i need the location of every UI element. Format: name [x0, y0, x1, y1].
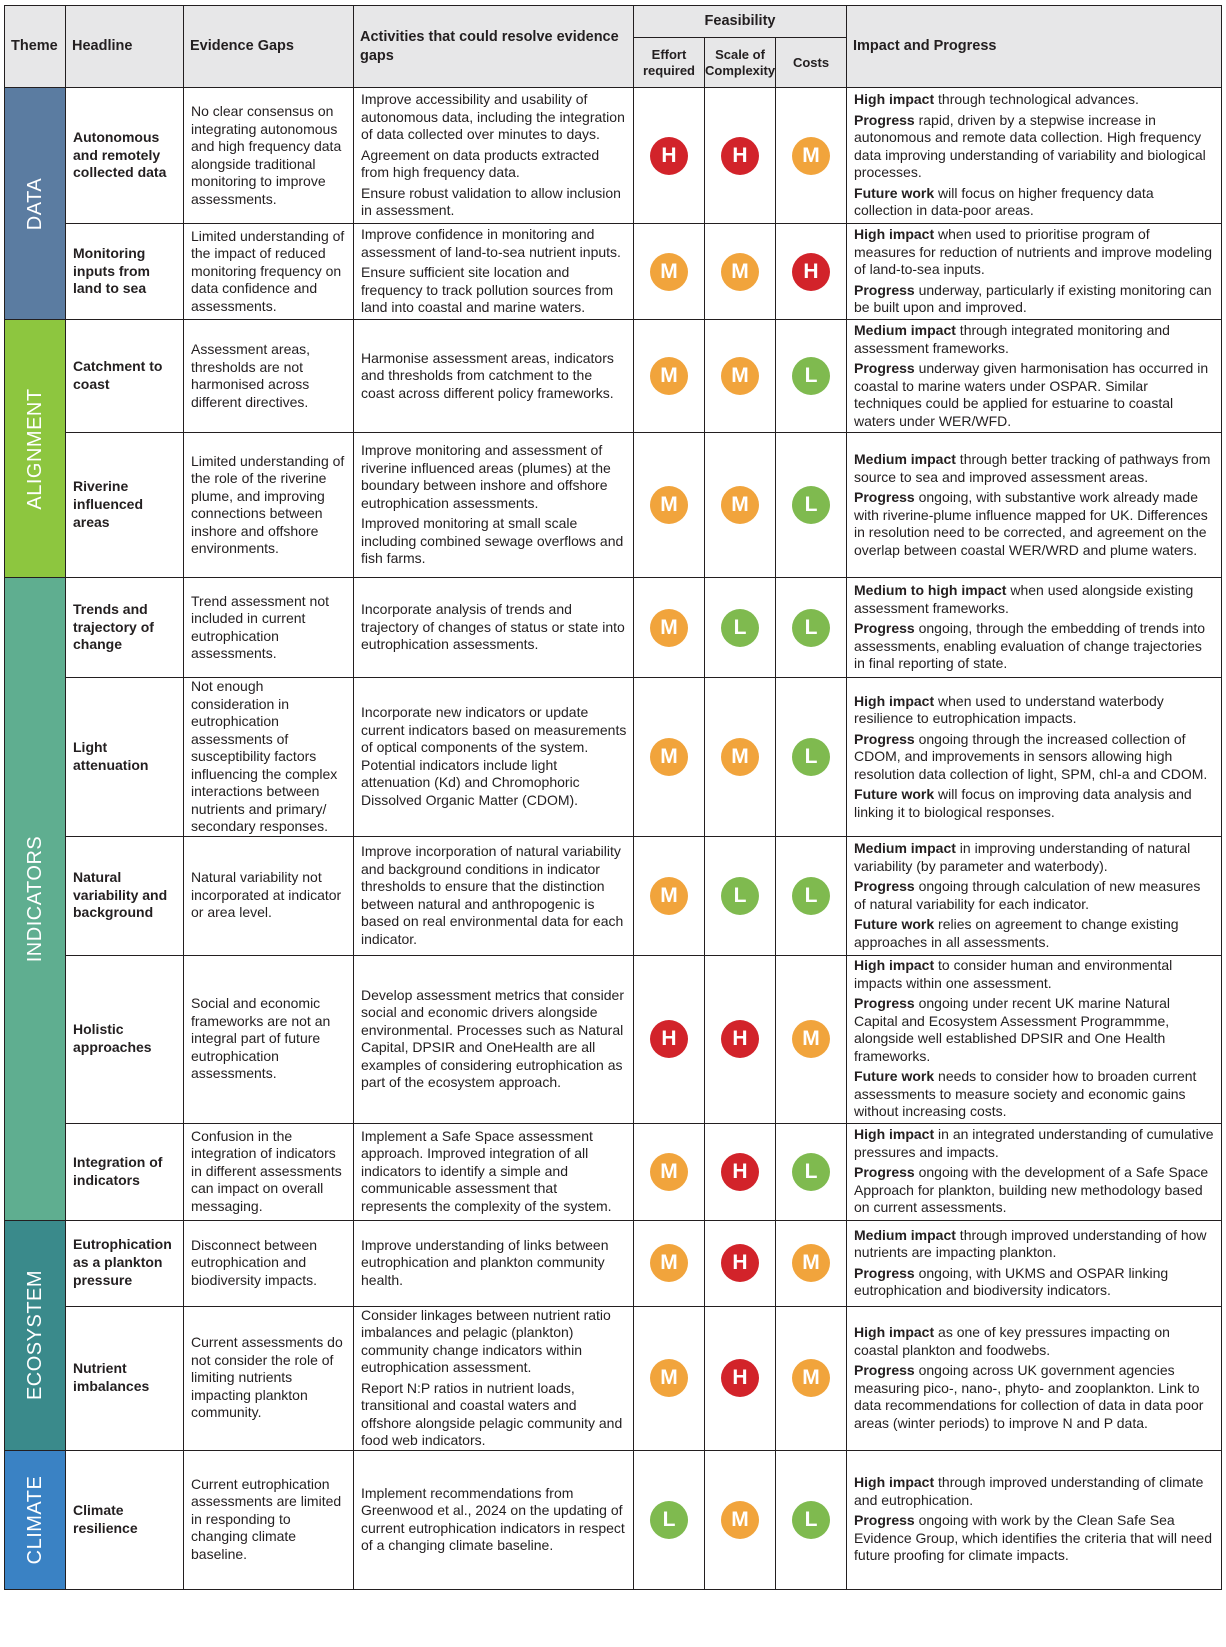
impact-item-text: relies on agreement to change existing approaches in all assessments. — [854, 916, 1179, 950]
impact-item-lead: High impact — [854, 1126, 935, 1143]
header-costs: Costs — [776, 38, 847, 88]
impact-item — [854, 731, 1215, 784]
scale-rating-badge: M — [721, 738, 759, 776]
impact-item-text: to consider human and environmental impacts within one assessment. — [854, 957, 1173, 991]
scale-rating-cell — [705, 836, 776, 955]
impact-item-text: through improved understanding of climate and eutrophication. — [854, 1474, 1204, 1508]
scale-rating-badge: H — [721, 1359, 759, 1397]
effort-rating-badge: M — [650, 1244, 688, 1282]
activity-item: Improve confidence in monitoring and assessment of land-to-sea nutrient inputs. — [361, 226, 621, 260]
evidence-gap-cell: Limited understanding of the impact of reduced monitoring frequency on data confidence and assessments. — [184, 224, 354, 320]
effort-rating-badge: M — [650, 1153, 688, 1191]
impact-item-text: ongoing with the development of a Safe Space Approach for plankton, building new methodology based on current assessments. — [854, 1164, 1209, 1216]
impact-item-lead: Progress — [854, 995, 915, 1012]
costs-rating-cell — [776, 578, 847, 678]
impact-item-text: underway, particularly if existing monitoring can be built upon and improved. — [854, 281, 1212, 316]
evidence-gaps-table-wrapper — [4, 5, 1221, 1590]
effort-rating-badge: H — [650, 1020, 688, 1058]
impact-item — [854, 1474, 1215, 1509]
evidence-gap-cell: Confusion in the integration of indicators in different assessments can impact on overall messaging. — [184, 1123, 354, 1220]
effort-rating-badge: L — [650, 1501, 688, 1539]
table-row — [5, 88, 1222, 224]
impact-item — [854, 91, 1215, 109]
impact-item-text: ongoing through the increased collection of CDOM, and improvements in sensors allowing high resolution data collection of light, SPM, chl-a and CDOM. — [854, 730, 1208, 782]
scale-rating-cell — [705, 1306, 776, 1450]
effort-rating-cell — [634, 224, 705, 320]
costs-rating-cell — [776, 433, 847, 578]
activities-cell — [354, 836, 634, 955]
impact-item — [854, 840, 1215, 875]
activity-item: Ensure sufficient site location and frequency to track pollution sources from land into coastal and marine waters. — [361, 264, 614, 316]
headline-cell: Natural variability and background — [66, 836, 184, 955]
effort-rating-cell — [634, 578, 705, 678]
effort-rating-cell — [634, 1123, 705, 1220]
table-row — [5, 1220, 1222, 1306]
impact-item — [854, 451, 1215, 486]
activity-item: Agreement on data products extracted from high frequency data. — [361, 146, 600, 181]
table-row — [5, 836, 1222, 955]
impact-item-lead: Future work — [854, 184, 935, 201]
effort-rating-cell — [634, 1450, 705, 1589]
costs-rating-badge: L — [792, 609, 830, 647]
activity-item: Incorporate analysis of trends and trajectory of changes of status or state into eutrophication assessments. — [361, 601, 625, 653]
impact-item-lead: High impact — [854, 1324, 935, 1340]
scale-rating-badge: M — [721, 1501, 759, 1539]
costs-rating-cell — [776, 836, 847, 955]
impact-item — [854, 878, 1215, 913]
activity-item: Incorporate new indicators or update current indicators based on measurements of optical components of the system. Potential indicators include light attenuation (Kd) and Chromophoric Dissolved Organic Matter (CDOM). — [361, 704, 627, 808]
impact-progress-cell — [847, 955, 1222, 1123]
activity-item: Implement recommendations from Greenwood et al., 2024 on the updating of current eutrophication indicators in respect of a changing climate baseline. — [361, 1484, 625, 1553]
impact-item-lead: Progress — [854, 1164, 915, 1181]
headline-cell: Climate resilience — [66, 1450, 184, 1589]
scale-rating-badge: M — [721, 486, 759, 524]
activities-cell — [354, 955, 634, 1123]
theme-alignment — [5, 320, 66, 578]
evidence-gap-cell: Limited understanding of the role of the riverine plume, and improving connections between inshore and offshore environments. — [184, 433, 354, 578]
impact-progress-cell — [847, 578, 1222, 678]
impact-progress-cell — [847, 678, 1222, 837]
impact-item-lead: Progress — [854, 1512, 915, 1529]
impact-item — [854, 916, 1215, 951]
table-row — [5, 578, 1222, 678]
scale-rating-badge: L — [721, 877, 759, 915]
effort-rating-cell — [634, 1220, 705, 1306]
headline-cell: Holistic approaches — [66, 955, 184, 1123]
impact-item-lead: Progress — [854, 360, 915, 376]
theme-indicators — [5, 578, 66, 1221]
costs-rating-badge: L — [792, 1501, 830, 1539]
activity-item: Consider linkages between nutrient ratio imbalances and pelagic (plankton) community change indicators within eutrophication assessment. — [361, 1306, 611, 1375]
effort-rating-cell — [634, 678, 705, 837]
activities-cell — [354, 88, 634, 224]
impact-item — [854, 1068, 1215, 1121]
impact-item-lead: Medium impact — [854, 840, 956, 856]
activity-item: Ensure robust validation to allow inclusion in assessment. — [361, 184, 621, 219]
impact-item-lead: Progress — [854, 111, 915, 128]
evidence-gap-cell: Social and economic frameworks are not an integral part of future eutrophication assessments. — [184, 955, 354, 1123]
headline-cell: Autonomous and remotely collected data — [66, 88, 184, 224]
impact-item-lead: Progress — [854, 620, 915, 637]
activities-cell — [354, 678, 634, 837]
impact-progress-cell — [847, 224, 1222, 320]
theme-data — [5, 88, 66, 320]
impact-item-lead: Medium to high impact — [854, 582, 1007, 599]
effort-rating-badge: M — [650, 877, 688, 915]
costs-rating-cell — [776, 224, 847, 320]
scale-rating-cell — [705, 224, 776, 320]
effort-rating-cell — [634, 1306, 705, 1450]
theme-label: DATA — [24, 177, 46, 230]
table-row — [5, 955, 1222, 1123]
evidence-gap-cell: Assessment areas, thresholds are not harmonised across different directives. — [184, 320, 354, 433]
impact-item — [854, 1227, 1215, 1262]
impact-progress-cell — [847, 433, 1222, 578]
evidence-gap-cell: Disconnect between eutrophication and biodiversity impacts. — [184, 1220, 354, 1306]
costs-rating-cell — [776, 678, 847, 837]
effort-rating-cell — [634, 88, 705, 224]
impact-item — [854, 957, 1215, 992]
impact-progress-cell — [847, 1123, 1222, 1220]
scale-rating-cell — [705, 320, 776, 433]
activity-item: Improve understanding of links between eutrophication and plankton community health. — [361, 1236, 609, 1288]
scale-rating-cell — [705, 955, 776, 1123]
scale-rating-badge: M — [721, 357, 759, 395]
impact-item-lead: Progress — [854, 1264, 915, 1281]
scale-rating-badge: H — [721, 1153, 759, 1191]
scale-rating-badge: H — [721, 1244, 759, 1282]
impact-item-lead: Future work — [854, 916, 935, 932]
impact-item-text: ongoing, with UKMS and OSPAR linking eutrophication and biodiversity indicators. — [854, 1264, 1169, 1298]
impact-item-text: in improving understanding of natural variability (by parameter and waterbody). — [854, 840, 1191, 874]
scale-rating-badge: L — [721, 609, 759, 647]
impact-item-lead: Future work — [854, 786, 935, 802]
impact-item-text: ongoing, with substantive work already made with riverine-plume influence mapped for UK. Differences in resolution need to be corrected, and agreement on the overlap between coastal WER/WRD and plume waters. — [854, 489, 1208, 558]
effort-rating-badge: M — [650, 738, 688, 776]
impact-item — [854, 582, 1215, 617]
impact-item — [854, 786, 1215, 821]
impact-item-text: ongoing under recent UK marine Natural Capital and Ecosystem Assessment Programmme, alongside well established DPSIR and One Health frameworks. — [854, 995, 1170, 1064]
impact-item-lead: Medium impact — [854, 322, 956, 338]
impact-item-text: will focus on improving data analysis and linking it to biological responses. — [854, 786, 1192, 820]
impact-item-text: needs to consider how to broaden current assessments to measure society and economic gains without increasing costs. — [854, 1068, 1197, 1120]
activities-cell — [354, 578, 634, 678]
table-row — [5, 320, 1222, 433]
impact-item — [854, 995, 1215, 1065]
impact-item — [854, 620, 1215, 673]
impact-item-text: rapid, driven by a stepwise increase in autonomous and remote data collection. High frequency data improving understanding of variability and biological processes. — [854, 111, 1206, 181]
effort-rating-cell — [634, 836, 705, 955]
effort-rating-cell — [634, 433, 705, 578]
evidence-gap-cell: Not enough consideration in eutrophication assessments of susceptibility factors influencing the complex interactions between nutrients and primary/ secondary responses. — [184, 678, 354, 837]
activities-cell — [354, 1306, 634, 1450]
costs-rating-cell — [776, 1450, 847, 1589]
headline-cell: Catchment to coast — [66, 320, 184, 433]
impact-item-lead: High impact — [854, 692, 935, 709]
headline-cell: Nutrient imbalances — [66, 1306, 184, 1450]
scale-rating-badge: H — [721, 1020, 759, 1058]
costs-rating-badge: L — [792, 877, 830, 915]
effort-rating-cell — [634, 955, 705, 1123]
activity-item: Report N:P ratios in nutrient loads, transitional and coastal waters and offshore alongside pelagic community and food web indicators. — [361, 1379, 623, 1448]
headline-cell: Trends and trajectory of change — [66, 578, 184, 678]
activity-item: Implement a Safe Space assessment approach. Improved integration of all indicators to identify a simple and communicable assessment that represents the complexity of the system. — [361, 1127, 612, 1214]
impact-item — [854, 282, 1215, 317]
costs-rating-cell — [776, 1306, 847, 1450]
impact-item-lead: High impact — [854, 91, 935, 108]
theme-label: ALIGNMENT — [24, 387, 46, 510]
costs-rating-badge: M — [792, 137, 830, 175]
scale-rating-cell — [705, 1220, 776, 1306]
scale-rating-cell — [705, 1450, 776, 1589]
headline-cell: Integration of indicators — [66, 1123, 184, 1220]
impact-item-text: ongoing across UK government agencies measuring pico-, nano-, phyto- and zooplankton. Link to data recommendations for collection of data in data poor areas (winter periods) to improve N and P data. — [854, 1362, 1204, 1431]
theme-climate — [5, 1450, 66, 1589]
activity-item: Improve accessibility and usability of autonomous data, including the integration of data collected over minutes to days. — [361, 91, 625, 143]
impact-item — [854, 322, 1215, 357]
theme-ecosystem — [5, 1220, 66, 1450]
table-row — [5, 1123, 1222, 1220]
costs-rating-badge: L — [792, 357, 830, 395]
impact-item-lead: High impact — [854, 226, 935, 243]
scale-rating-cell — [705, 88, 776, 224]
evidence-gap-cell: Current assessments do not consider the role of limiting nutrients impacting plankton community. — [184, 1306, 354, 1450]
impact-item — [854, 1265, 1215, 1300]
table-body — [5, 88, 1222, 1590]
impact-item-text: when used to understand waterbody resilience to eutrophication impacts. — [854, 692, 1164, 726]
impact-item-lead: High impact — [854, 957, 935, 974]
headline-cell: Light attenuation — [66, 678, 184, 837]
effort-rating-cell — [634, 320, 705, 433]
impact-item — [854, 1362, 1215, 1432]
impact-item-lead: Progress — [854, 730, 915, 747]
effort-rating-badge: M — [650, 486, 688, 524]
evidence-gap-cell: Current eutrophication assessments are limited in responding to changing climate baseline. — [184, 1450, 354, 1589]
impact-item — [854, 112, 1215, 182]
activities-cell — [354, 224, 634, 320]
activity-item: Develop assessment metrics that consider social and economic drivers alongside environmental. Processes such as Natural Capital, DPSIR and OneHealth are all examples of considering eutrophication as part of the ecosystem approach. — [361, 986, 624, 1090]
header-effort-required: Effort required — [634, 38, 705, 88]
activity-item: Improved monitoring at small scale including combined sewage overflows and fish farms. — [361, 515, 624, 567]
costs-rating-badge: M — [792, 1359, 830, 1397]
costs-rating-cell — [776, 1220, 847, 1306]
impact-progress-cell — [847, 836, 1222, 955]
impact-item-text: through integrated monitoring and assessment frameworks. — [854, 322, 1170, 356]
impact-item-lead: Medium impact — [854, 1226, 956, 1243]
header-headline: Headline — [66, 6, 184, 88]
impact-item-text: in an integrated understanding of cumulative pressures and impacts. — [854, 1126, 1214, 1160]
impact-progress-cell — [847, 1450, 1222, 1589]
scale-rating-cell — [705, 433, 776, 578]
impact-item-text: ongoing, through the embedding of trends into assessments, enabling evaluation of change trajectories in final reporting of state. — [854, 620, 1206, 672]
headline-cell: Eutrophication as a plankton pressure — [66, 1220, 184, 1306]
impact-item-text: through improved understanding of how nutrients are impacting plankton. — [854, 1226, 1207, 1260]
headline-cell: Monitoring inputs from land to sea — [66, 224, 184, 320]
costs-rating-badge: L — [792, 486, 830, 524]
evidence-gaps-table — [4, 5, 1222, 1590]
effort-rating-badge: M — [650, 1359, 688, 1397]
impact-item — [854, 185, 1215, 220]
impact-item-text: ongoing through calculation of new measures of natural variability for each indicator. — [854, 878, 1201, 912]
impact-item-text: through technological advances. — [934, 91, 1139, 108]
effort-rating-badge: M — [650, 357, 688, 395]
costs-rating-badge: H — [792, 253, 830, 291]
impact-item-text: as one of key pressures impacting on coastal plankton and foodwebs. — [854, 1324, 1170, 1358]
activities-cell — [354, 1450, 634, 1589]
costs-rating-badge: M — [792, 1020, 830, 1058]
impact-item-lead: Progress — [854, 1362, 915, 1378]
evidence-gap-cell: Natural variability not incorporated at indicator or area level. — [184, 836, 354, 955]
activity-item: Harmonise assessment areas, indicators and thresholds from catchment to the coast across different policy frameworks. — [361, 349, 614, 401]
scale-rating-badge: H — [721, 137, 759, 175]
effort-rating-badge: M — [650, 609, 688, 647]
header-activities: Activities that could resolve evidence gaps — [354, 6, 634, 88]
impact-item — [854, 1126, 1215, 1161]
impact-item — [854, 1164, 1215, 1217]
activity-item: Improve monitoring and assessment of riverine influenced areas (plumes) at the boundary between inshore and offshore eutrophication assessments. — [361, 442, 611, 511]
scale-rating-cell — [705, 578, 776, 678]
impact-item — [854, 693, 1215, 728]
evidence-gap-cell: No clear consensus on integrating autonomous and high frequency data alongside traditional monitoring to improve assessments. — [184, 88, 354, 224]
table-row — [5, 433, 1222, 578]
impact-item — [854, 360, 1215, 430]
impact-item-lead: Medium impact — [854, 451, 956, 467]
impact-item-lead: High impact — [854, 1474, 935, 1491]
effort-rating-badge: M — [650, 253, 688, 291]
scale-rating-badge: M — [721, 253, 759, 291]
impact-progress-cell — [847, 320, 1222, 433]
header-evidence-gaps: Evidence Gaps — [184, 6, 354, 88]
costs-rating-badge: M — [792, 1244, 830, 1282]
header-theme: Theme — [5, 6, 66, 88]
impact-progress-cell — [847, 1306, 1222, 1450]
table-row — [5, 1450, 1222, 1589]
costs-rating-cell — [776, 88, 847, 224]
impact-item-text: when used alongside existing assessment frameworks. — [854, 582, 1194, 616]
activities-cell — [354, 320, 634, 433]
impact-item-lead: Progress — [854, 489, 915, 505]
impact-item-text: through better tracking of pathways from source to sea and improved assessment areas. — [854, 451, 1211, 485]
theme-label: CLIMATE — [24, 1475, 46, 1564]
impact-item-text: when used to prioritise program of measures for reduction of nutrients and improve modeling of land-to-sea inputs. — [854, 226, 1212, 278]
evidence-gap-cell: Trend assessment not included in current eutrophication assessments. — [184, 578, 354, 678]
impact-item — [854, 226, 1215, 279]
impact-item-text: ongoing with work by the Clean Safe Sea Evidence Group, which identifies the criteria that will need future proofing for climate impacts. — [854, 1512, 1212, 1564]
impact-item-lead: Progress — [854, 281, 915, 298]
impact-item — [854, 1324, 1215, 1359]
activities-cell — [354, 433, 634, 578]
theme-label: ECOSYSTEM — [24, 1269, 46, 1401]
effort-rating-badge: H — [650, 137, 688, 175]
table-row — [5, 1306, 1222, 1450]
impact-item — [854, 1512, 1215, 1565]
costs-rating-badge: L — [792, 1153, 830, 1191]
header-feasibility: Feasibility — [634, 6, 847, 38]
header-scale-of-complexity: Scale of Complexity — [705, 38, 776, 88]
activities-cell — [354, 1220, 634, 1306]
table-row — [5, 678, 1222, 837]
scale-rating-cell — [705, 1123, 776, 1220]
impact-progress-cell — [847, 88, 1222, 224]
impact-item-lead: Future work — [854, 1068, 935, 1085]
header-impact-progress: Impact and Progress — [847, 6, 1222, 88]
impact-progress-cell — [847, 1220, 1222, 1306]
impact-item-text: will focus on higher frequency data collection in data-poor areas. — [854, 184, 1154, 219]
headline-cell: Riverine influenced areas — [66, 433, 184, 578]
costs-rating-cell — [776, 1123, 847, 1220]
impact-item-text: underway given harmonisation has occurred in coastal to marine waters under OSPAR. Similar techniques could be applied for estuarine to coastal waters under WER/WFD. — [854, 360, 1209, 429]
scale-rating-cell — [705, 678, 776, 837]
activities-cell — [354, 1123, 634, 1220]
table-row — [5, 224, 1222, 320]
activity-item: Improve incorporation of natural variability and background conditions in indicator thresholds to ensure that the distinction between natural and anthropogenic is based on real environmental data for each indicator. — [361, 843, 624, 947]
theme-label: INDICATORS — [24, 835, 46, 962]
impact-item — [854, 489, 1215, 559]
costs-rating-cell — [776, 955, 847, 1123]
costs-rating-cell — [776, 320, 847, 433]
impact-item-lead: Progress — [854, 878, 915, 894]
costs-rating-badge: L — [792, 738, 830, 776]
